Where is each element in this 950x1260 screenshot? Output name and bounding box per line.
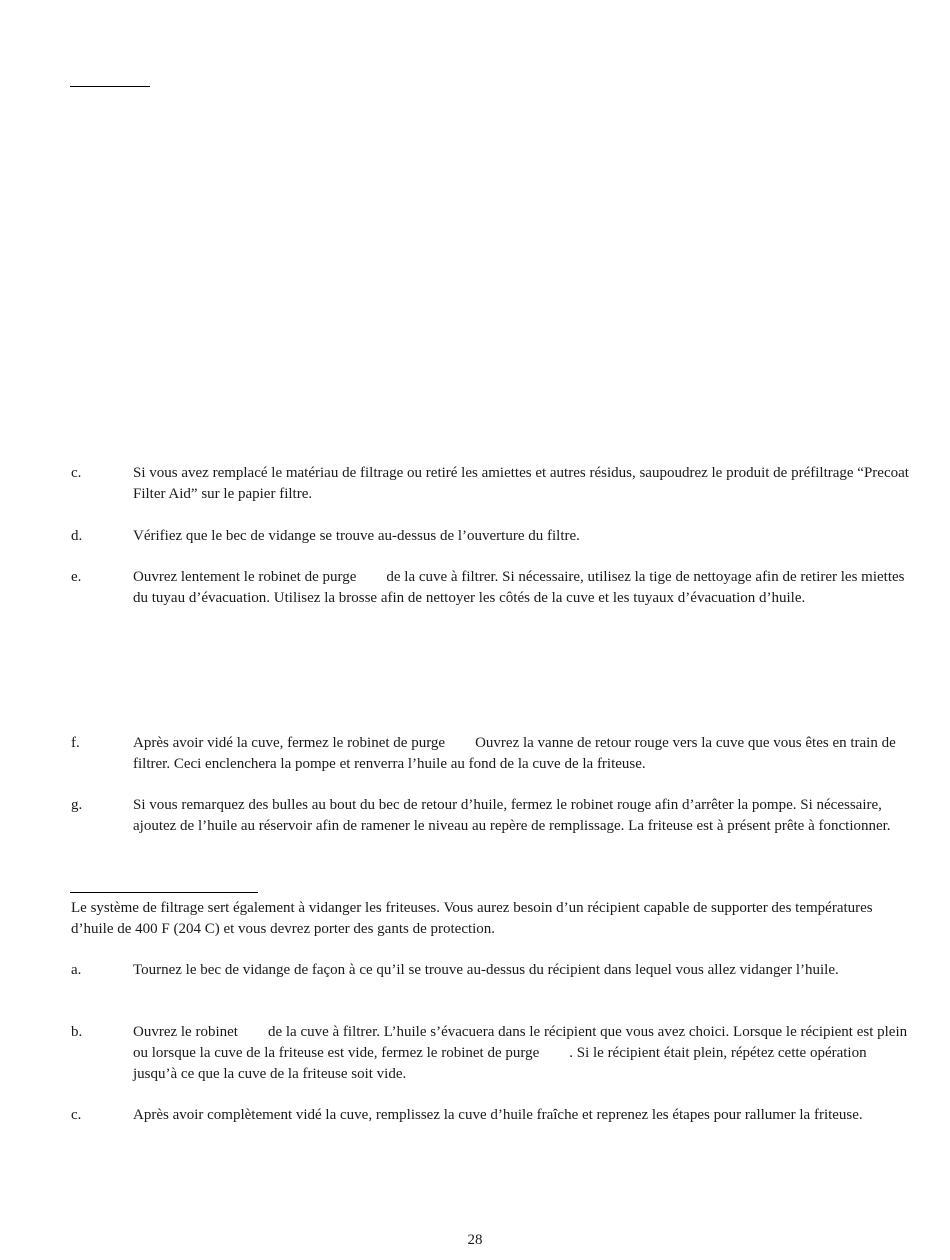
heading-underline-top — [70, 86, 150, 87]
list-item-letter: c. — [71, 465, 82, 481]
list-item-text: Ouvrez le robinet de la cuve à filtrer. L’huile s’évacuera dans le récipient que vous avez choici. Lorsque le récipient est plein ou lorsque la cuve de la friteuse est vide, fermez le robinet de purge . Si le récipient était plein, répétez cette opération jusqu’à ce que la cuve de la friteuse soit vide. — [133, 1024, 911, 1082]
page-number: 28 — [467, 1232, 483, 1248]
list-item-text: Après avoir vidé la cuve, fermez le robinet de purge Ouvrez la vanne de retour rouge vers la cuve que vous êtes en train de filtrer. Ceci enclenchera la pompe et renverra l’huile au fond de la cuve de la friteuse. — [133, 735, 900, 772]
list-item-letter: b. — [71, 1024, 83, 1040]
list-item-letter: g. — [71, 797, 83, 813]
list-item-letter: e. — [71, 569, 82, 585]
list-item-text: Vérifiez que le bec de vidange se trouve au-dessus de l’ouverture du filtre. — [133, 528, 580, 544]
list-item-text: Après avoir complètement vidé la cuve, remplissez la cuve d’huile fraîche et reprenez les étapes pour rallumer la friteuse. — [133, 1107, 863, 1123]
list-item-text: Tournez le bec de vidange de façon à ce qu’il se trouve au-dessus du récipient dans lequel vous allez vidanger l’huile. — [133, 962, 839, 978]
list-item-letter: c. — [71, 1107, 82, 1123]
drain-intro-paragraph: Le système de filtrage sert également à vidanger les friteuses. Vous aurez besoin d’un récipient capable de supporter des températures d’huile de 400 F (204 C) et vous devrez porter des gants de protection. — [71, 900, 873, 937]
heading-underline-drain — [70, 892, 258, 893]
list-item-letter: d. — [71, 528, 83, 544]
list-item-text: Si vous avez remplacé le matériau de filtrage ou retiré les amiettes et autres résidus, saupoudrez le produit de préfiltrage “Precoat Filter Aid” sur le papier filtre. — [133, 465, 909, 502]
list-item-text: Ouvrez lentement le robinet de purge de la cuve à filtrer. Si nécessaire, utilisez la tige de nettoyage afin de retirer les miettes du tuyau d’évacuation. Utilisez la brosse afin de nettoyer les côtés de la cuve et les tuyaux d’évacuation d’huile. — [133, 569, 909, 606]
list-item-letter: f. — [71, 735, 80, 751]
list-item-letter: a. — [71, 962, 82, 978]
list-item-text: Si vous remarquez des bulles au bout du bec de retour d’huile, fermez le robinet rouge afin d’arrêter la pompe. Si nécessaire, ajoutez de l’huile au réservoir afin de ramener le niveau au repère de remplissage. La friteuse est à présent prête à fonctionner. — [133, 797, 891, 834]
